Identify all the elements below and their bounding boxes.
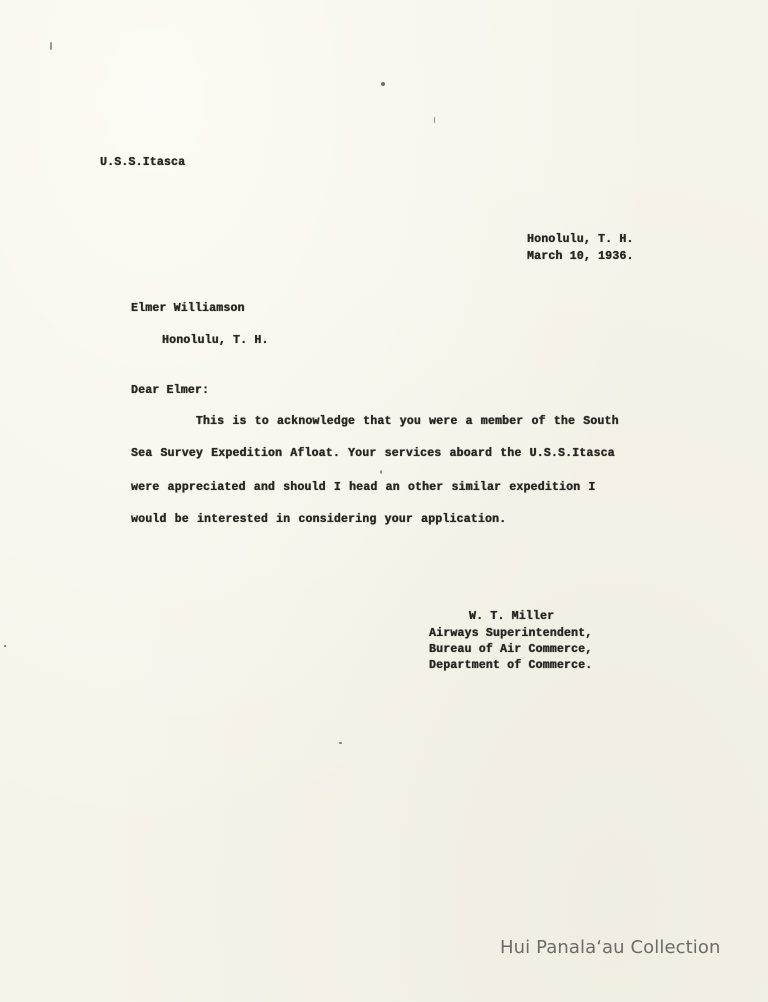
paper-speck bbox=[50, 42, 52, 50]
letter-date: March 10, 1936. bbox=[527, 250, 634, 263]
paper-speck bbox=[380, 470, 382, 474]
signature-bureau: Bureau of Air Commerce, bbox=[429, 643, 593, 656]
paper-speck bbox=[434, 117, 435, 123]
body-line: This is to acknowledge that you were a member of the South bbox=[131, 415, 619, 428]
salutation: Dear Elmer: bbox=[131, 384, 210, 397]
signature-department: Department of Commerce. bbox=[429, 659, 593, 672]
recipient-location: Honolulu, T. H. bbox=[162, 334, 269, 347]
collection-watermark: Hui Panala‘au Collection bbox=[500, 937, 721, 958]
paper-speck bbox=[4, 645, 6, 647]
recipient-name: Elmer Williamson bbox=[131, 302, 245, 315]
signature-name: W. T. Miller bbox=[469, 610, 555, 623]
paper-speck bbox=[339, 742, 342, 744]
body-line: would be interested in considering your application. bbox=[131, 513, 507, 526]
body-line: Sea Survey Expedition Afloat. Your services aboard the U.S.S.Itasca bbox=[131, 447, 615, 460]
paper-speck bbox=[381, 82, 385, 86]
letterhead-ship-name: U.S.S.Itasca bbox=[100, 156, 186, 169]
body-line: were appreciated and should I head an other similar expedition I bbox=[131, 481, 596, 494]
sender-place: Honolulu, T. H. bbox=[527, 233, 634, 246]
signature-title: Airways Superintendent, bbox=[429, 627, 593, 640]
